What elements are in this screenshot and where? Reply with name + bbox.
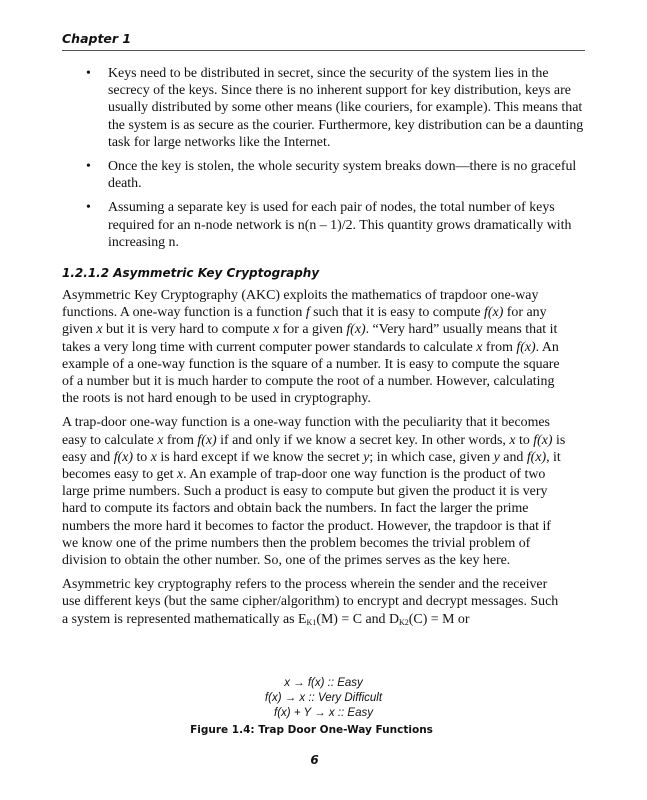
bullet-item (86, 199, 586, 251)
bullet-text: Assuming a separate key is used for each pair of nodes, the total number of keys required for an n-node network is n(n – 1)/2. This quantity grows dramatically with increasing n. (108, 200, 572, 250)
bullet-text: Once the key is stolen, the whole security system breaks down—there is no graceful death. (108, 159, 577, 192)
paragraph-3: Asymmetric key cryptography refers to the process wherein the sender and the receiver use different keys (but the same cipher/algorithm) to encrypt and decrypt messages. Such a system is represented mathematically as $E_{K1}(M) = C$ and $D_{K2}(C) = M$ or (62, 577, 559, 627)
formula-line: x → f(x) :: Easy (284, 677, 363, 689)
bullet-icon: • (86, 159, 91, 175)
main-text (62, 287, 567, 635)
header-rule (62, 50, 585, 51)
formula-line: f(x) + Y → x :: Easy (274, 707, 373, 719)
section-heading: 1.2.1.2 Asymmetric Key Cryptography (62, 266, 320, 280)
paragraph-1: Asymmetric Key Cryptography (AKC) exploits the mathematics of trapdoor one-way functions. A one-way function is a function f such that it is easy to compute f(x) for any given x but it is very hard to compute x for a given f(x). “Very hard” usually means that it takes a very long time with current computer power standards to calculate x from f(x). An example of a one-way function is the square of a number. It is easy to compute the square of a number but it is much harder to compute the root of a number. However, calculating the roots is not hard enough to be used in cryptography. (62, 288, 560, 407)
paragraph-2: A trap-door one-way function is a one-way function with the peculiarity that it becomes easy to calculate x from f(x) if and only if we know a secret key. In other words, x to f(x) is easy and f(x) to x is hard except if we know the secret y; in which case, given y and f(x), it becomes easy to get x. An example of trap-door one way function is the product of two large prime numbers. Such a product is easy to compute but given the product it is very hard to compute its factors and obtain back the numbers. In fact the larger the prime numbers the more hard it becomes to factor the product. However, the trapdoor is that if we know one of the prime numbers then the problem becomes the trivial problem of division to obtain the other number. So, one of the primes serves as the key here. (62, 415, 566, 569)
page-number: 6 (310, 753, 319, 767)
figure-formulas (0, 676, 647, 721)
bullet-list (86, 65, 586, 258)
bullet-item (86, 65, 586, 151)
bullet-icon: • (86, 200, 91, 216)
running-head: Chapter 1 (62, 31, 132, 46)
bullet-item (86, 158, 586, 192)
bullet-icon: • (86, 66, 91, 81)
figure-caption: Figure 1.4: Trap Door One-Way Functions (190, 724, 433, 736)
formula-line: f(x) → x :: Very Difficult (264, 692, 383, 704)
bullet-text: Keys need to be distributed in secret, since the security of the system lies in the secrecy of the keys. Since there is no inherent support for key distribution, keys are usually distributed by some other means (like couriers, for example). This means that the system is as secure as the courier. Furthermore, key distribution can be a daunting task for large networks like the Internet. (108, 66, 584, 150)
